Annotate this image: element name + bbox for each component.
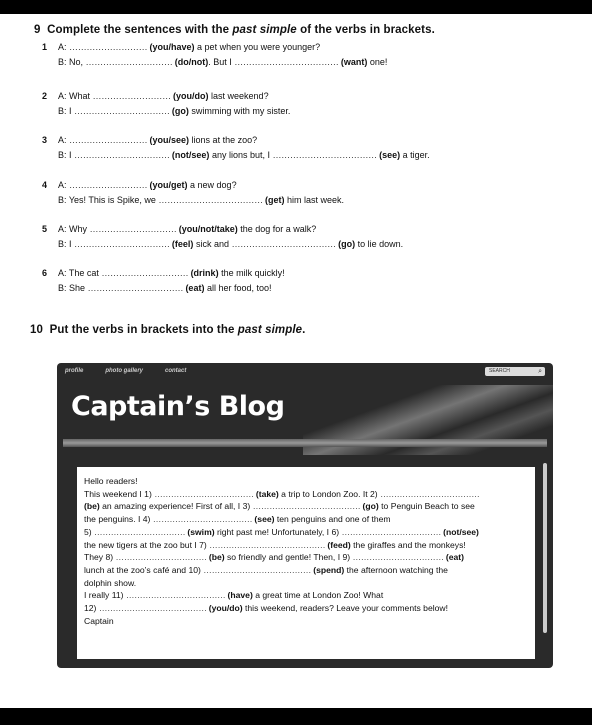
blog-text: this weekend, readers? Leave your comments below! — [242, 603, 449, 614]
item-text — [58, 237, 403, 252]
answer-blank[interactable]: …………………………… — [115, 552, 209, 563]
sentence-text: A: — [58, 42, 70, 52]
verb-prompt: (feed) — [327, 539, 351, 550]
answer-blank[interactable]: ……………………………… — [152, 514, 255, 525]
verb-prompt: (go) — [171, 106, 189, 116]
item-text — [58, 104, 290, 119]
verb-prompt: (eat) — [185, 283, 205, 293]
answer-blank[interactable]: ……………………………… — [380, 488, 480, 499]
answer-blank[interactable]: ………………………………… — [203, 564, 314, 575]
item-number: 1 — [42, 42, 48, 52]
sentence-text: A: — [58, 180, 70, 190]
blog-text: the new tigers at the zoo but I 7) — [84, 539, 210, 550]
item-text — [58, 281, 272, 296]
answer-blank[interactable]: ………………………… — [89, 224, 179, 234]
verb-prompt: (eat) — [445, 552, 464, 563]
sentence-text: last weekend? — [208, 91, 269, 101]
title-text: Put the verbs in brackets into the — [49, 324, 238, 336]
verb-prompt: (feel) — [171, 239, 194, 249]
blog-line — [84, 500, 529, 513]
verb-prompt: (you/see) — [149, 135, 190, 145]
blog-text: so friendly and gentle! Then, I 9) — [224, 552, 353, 563]
exercise-number: 10 — [30, 324, 43, 336]
item-text — [58, 193, 344, 208]
answer-blank[interactable]: ………………………… — [101, 268, 191, 278]
sentence-text: the milk quickly! — [218, 268, 285, 278]
sentence-text: B: She — [58, 283, 88, 293]
answer-blank[interactable]: ………………………………… — [98, 603, 209, 614]
search-box[interactable] — [485, 367, 545, 376]
verb-prompt: (do/not) — [174, 57, 209, 67]
title-text: of the verbs in brackets. — [296, 24, 435, 36]
answer-blank[interactable]: ……………………………… — [341, 526, 444, 537]
sentence-text: a pet when you were younger? — [194, 42, 321, 52]
verb-prompt: (you/do) — [208, 603, 243, 614]
item-number: 6 — [42, 268, 48, 278]
blog-text: They 8) — [84, 552, 116, 563]
sentence-text: any lions but, I — [209, 150, 273, 160]
item-number: 5 — [42, 224, 48, 234]
answer-blank[interactable]: …………………………… — [94, 526, 188, 537]
sentence-text: one! — [367, 57, 388, 67]
sentence-text: A: — [58, 135, 70, 145]
sentence-text: B: I — [58, 239, 75, 249]
verb-prompt: (not/see) — [171, 150, 210, 160]
answer-blank[interactable]: …………………………………… — [209, 539, 328, 550]
item-number: 2 — [42, 91, 48, 101]
blog-line — [84, 475, 529, 488]
sentence-text: to lie down. — [355, 239, 404, 249]
item-text — [58, 89, 269, 104]
title-text: . — [302, 324, 306, 336]
verb-prompt: (go) — [362, 501, 379, 512]
answer-blank[interactable]: …………………………… — [87, 283, 186, 293]
nav-profile[interactable]: profile — [65, 368, 84, 374]
sentence-text: A: The cat — [58, 268, 102, 278]
answer-blank[interactable]: ……………………… — [69, 180, 150, 190]
blog-text: ten penguins and one of them — [274, 514, 391, 525]
verb-prompt: (spend) — [313, 564, 345, 575]
blog-nav — [65, 368, 208, 374]
verb-prompt: (drink) — [190, 268, 219, 278]
blog-text: I really 11) — [84, 590, 126, 601]
title-text: Complete the sentences with the — [47, 24, 233, 36]
verb-prompt: (see) — [254, 514, 275, 525]
answer-blank[interactable]: ………………………………… — [252, 501, 363, 512]
item-text — [58, 266, 285, 281]
verb-prompt: (swim) — [187, 526, 215, 537]
item-text — [58, 178, 237, 193]
verb-prompt: (take) — [255, 488, 279, 499]
answer-blank[interactable]: ……………………… — [69, 42, 150, 52]
blog-line — [84, 564, 529, 577]
scrollbar[interactable] — [543, 463, 547, 633]
answer-blank[interactable]: ……………………… — [92, 91, 174, 101]
blog-text: right past me! Unfortunately, I 6) — [214, 526, 342, 537]
answer-blank[interactable]: ……………………………… — [272, 150, 380, 160]
blog-line — [84, 539, 529, 552]
blog-title: Captain’s Blog — [71, 391, 285, 422]
item-text — [58, 148, 430, 163]
blog-text: a great time at London Zoo! What — [252, 590, 384, 601]
title-emphasis: past simple — [232, 24, 297, 36]
nav-contact[interactable]: contact — [165, 368, 187, 374]
search-label: SEARCH — [489, 368, 510, 374]
answer-blank[interactable]: …………………………… — [352, 552, 446, 563]
header-divider — [63, 439, 547, 447]
answer-blank[interactable]: ……………………………… — [154, 488, 256, 499]
answer-blank[interactable]: …………………………… — [74, 150, 172, 160]
verb-prompt: (go) — [338, 239, 356, 249]
verb-prompt: (you/have) — [149, 42, 195, 52]
answer-blank[interactable]: …………………………… — [74, 239, 172, 249]
blog-line — [84, 513, 529, 526]
sentence-text: sick and — [193, 239, 232, 249]
exercise-9-title — [34, 24, 435, 36]
blog-line — [84, 615, 529, 628]
sentence-text: B: No, — [58, 57, 86, 67]
blog-line — [84, 488, 529, 501]
sentence-text: all her food, too! — [204, 283, 272, 293]
blog-text: Hello readers! — [84, 476, 138, 486]
title-emphasis: past simple — [237, 324, 303, 336]
sentence-text: him last week. — [284, 195, 345, 205]
verb-prompt: (get) — [265, 195, 285, 205]
sentence-text: lions at the zoo? — [189, 135, 258, 145]
item-text — [58, 222, 316, 237]
sentence-text: . But I — [208, 57, 235, 67]
verb-prompt: (want) — [340, 57, 368, 67]
exercise-number: 9 — [34, 24, 41, 36]
sentence-text: the dog for a walk? — [237, 224, 317, 234]
answer-blank[interactable]: ……………………………… — [231, 239, 339, 249]
bottom-border — [0, 708, 592, 725]
blog-text: a trip to London Zoo. It 2) — [278, 488, 381, 499]
verb-prompt: (see) — [379, 150, 401, 160]
blog-line — [84, 551, 529, 564]
blog-text: This weekend I 1) — [84, 488, 155, 499]
blog-text: dolphin show. — [84, 577, 137, 588]
blog-line — [84, 602, 529, 615]
item-number: 3 — [42, 135, 48, 145]
sentence-text: B: I — [58, 106, 75, 116]
blog-text: the penguins. I 4) — [84, 514, 153, 525]
blog-text: 5) — [84, 526, 95, 537]
sentence-text: swimming with my sister. — [188, 106, 291, 116]
answer-blank[interactable]: ………………………… — [85, 57, 175, 67]
item-number: 4 — [42, 180, 48, 190]
sentence-text: B: Yes! This is Spike, we — [58, 195, 159, 205]
blog-text: to Penguin Beach to see — [378, 501, 475, 512]
blog-post — [77, 467, 535, 659]
verb-prompt: (have) — [227, 590, 253, 601]
exercise-10-title — [30, 324, 305, 336]
sentence-text: A: What — [58, 91, 93, 101]
item-text — [58, 133, 257, 148]
answer-blank[interactable]: ……………………………… — [158, 195, 265, 205]
blog-text: the giraffes and the monkeys! — [350, 539, 466, 550]
item-text — [58, 40, 320, 55]
verb-prompt: (you/not/take) — [178, 224, 238, 234]
sentence-text: B: I — [58, 150, 75, 160]
blog-line — [84, 526, 529, 539]
verb-prompt: (you/get) — [149, 180, 188, 190]
blog-text: the afternoon watching the — [344, 564, 448, 575]
answer-blank[interactable]: ……………………………… — [125, 590, 228, 601]
answer-blank[interactable]: …………………………… — [74, 106, 172, 116]
top-border — [0, 0, 592, 14]
answer-blank[interactable]: ……………………… — [69, 135, 150, 145]
verb-prompt: (be) — [84, 501, 100, 512]
verb-prompt: (you/do) — [173, 91, 209, 101]
blog-window — [57, 363, 553, 668]
answer-blank[interactable]: ……………………………… — [234, 57, 341, 67]
blog-text: 12) — [84, 603, 99, 614]
item-text — [58, 55, 387, 70]
sentence-text: A: Why — [58, 224, 90, 234]
search-icon[interactable]: ⌕ — [538, 368, 542, 375]
verb-prompt: (not/see) — [443, 526, 479, 537]
sentence-text: a new dog? — [187, 180, 237, 190]
blog-line — [84, 577, 529, 590]
blog-text: Captain — [84, 615, 114, 626]
nav-photo-gallery[interactable]: photo gallery — [105, 368, 144, 374]
sentence-text: a tiger. — [400, 150, 430, 160]
blog-text: lunch at the zoo’s café and 10) — [84, 564, 204, 575]
verb-prompt: (be) — [208, 552, 225, 563]
blog-line — [84, 589, 529, 602]
blog-text: an amazing experience! First of all, I 3) — [99, 501, 253, 512]
